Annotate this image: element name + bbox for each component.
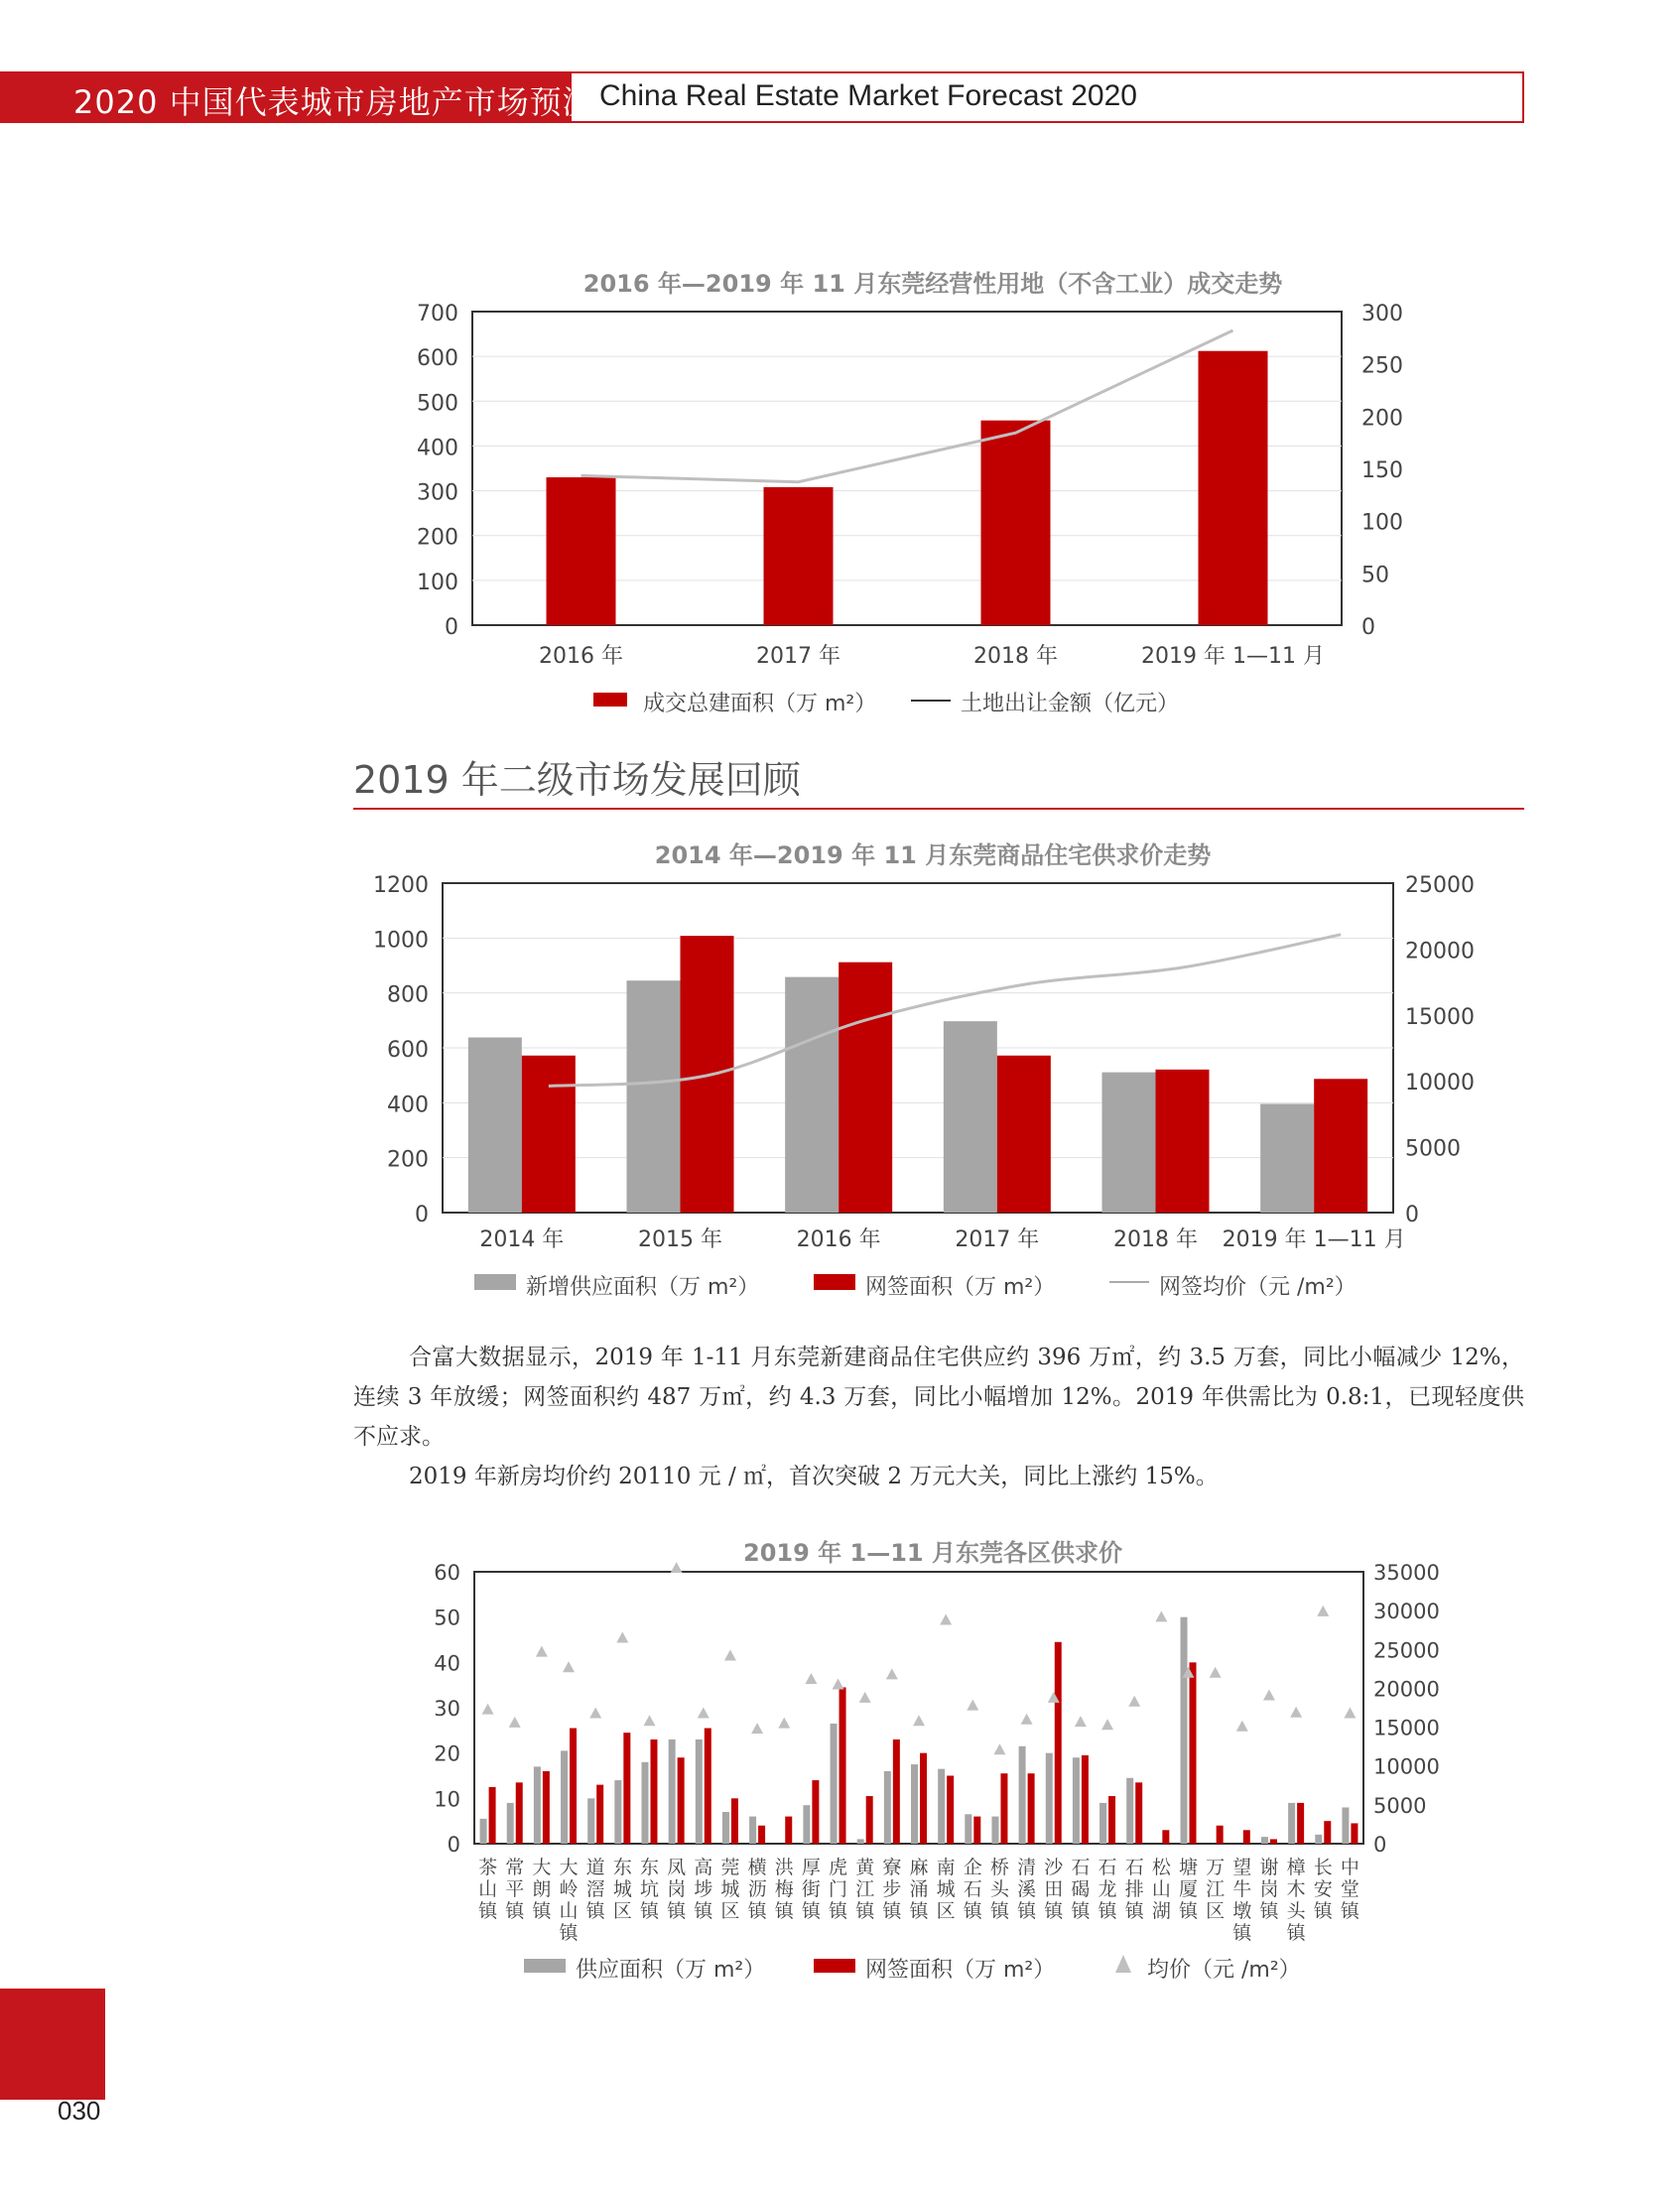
chart2-y-tick: 400	[387, 1093, 429, 1118]
chart3-legend-label-sold: 网签面积（万 m²）	[865, 1958, 1056, 1983]
chart3-bar-supply	[884, 1771, 891, 1844]
chart3-marker-price	[1344, 1707, 1356, 1718]
chart3-bar-sold	[705, 1729, 711, 1844]
chart1-y-tick: 700	[417, 302, 458, 326]
chart3-x-tick: 寮步镇	[882, 1857, 902, 1922]
chart1-legend-swatch-bar	[593, 693, 627, 707]
chart1-y2-tick: 200	[1361, 406, 1403, 432]
chart3-bar-supply	[1181, 1617, 1188, 1844]
chart3-bar-sold	[1297, 1803, 1304, 1844]
chart3-y2-tick: 15000	[1373, 1716, 1440, 1740]
chart3-bar-sold	[866, 1796, 873, 1844]
chart3-bar-sold	[596, 1785, 603, 1844]
chart3-bar-sold	[920, 1753, 927, 1844]
chart3-marker-price	[1317, 1606, 1329, 1616]
chart3-marker-price	[859, 1692, 871, 1703]
chart3-bar-sold	[1243, 1830, 1250, 1844]
chart3-bar-sold	[758, 1826, 765, 1844]
chart3-marker-price	[724, 1650, 736, 1661]
chart3-bar-supply	[1019, 1746, 1026, 1844]
chart1-line-land-revenue	[582, 330, 1233, 482]
chart3-marker-price	[616, 1632, 628, 1643]
chart2-bar-sold	[839, 963, 892, 1213]
chart3	[0, 1558, 1680, 2014]
chart3-marker-price	[671, 1562, 683, 1573]
chart2-bar-supply	[944, 1021, 997, 1213]
chart2-y2-tick: 25000	[1405, 873, 1475, 898]
chart3-x-tick: 常平镇	[505, 1857, 525, 1922]
chart3-bar-supply	[831, 1724, 838, 1844]
chart3-bar-sold	[840, 1687, 846, 1844]
chart3-bar-supply	[641, 1762, 648, 1844]
corner-red-block	[0, 1989, 105, 2100]
chart3-y-tick: 40	[434, 1651, 460, 1676]
chart3-x-tick: 东城区	[612, 1857, 632, 1922]
page-number: 030	[58, 2096, 101, 2125]
chart3-x-tick: 企石镇	[963, 1857, 982, 1922]
chart3-marker-price	[967, 1700, 978, 1711]
chart3-bar-sold	[650, 1739, 657, 1844]
chart2-y2-tick: 5000	[1405, 1136, 1461, 1162]
section-rule	[353, 808, 1524, 810]
chart3-y2-tick: 35000	[1373, 1561, 1440, 1585]
chart3-bar-supply	[1073, 1757, 1080, 1844]
chart3-y-tick: 60	[434, 1561, 460, 1585]
chart3-legend-label-supply: 供应面积（万 m²）	[576, 1958, 766, 1983]
chart3-y-tick: 30	[434, 1697, 460, 1721]
chart3-bar-sold	[1351, 1823, 1357, 1844]
chart2-y-tick: 800	[387, 982, 429, 1008]
chart3-y2-tick: 5000	[1373, 1793, 1427, 1818]
chart3-x-tick: 沙田镇	[1044, 1857, 1064, 1922]
chart1	[0, 288, 1680, 764]
chart3-marker-price	[1210, 1667, 1222, 1678]
chart3-marker-price	[993, 1743, 1005, 1754]
chart2-y2-tick: 20000	[1405, 939, 1475, 965]
chart1-y-tick: 200	[417, 525, 458, 551]
chart1-y2-tick: 300	[1361, 302, 1403, 326]
chart3-x-tick: 中堂镇	[1340, 1857, 1359, 1922]
chart2-bar-supply	[785, 977, 839, 1213]
chart3-bar-supply	[480, 1819, 487, 1844]
chart3-marker-price	[536, 1646, 548, 1657]
chart2-x-tick: 2015 年	[638, 1227, 722, 1252]
chart3-bar-supply	[938, 1769, 945, 1844]
chart3-bar-sold	[1270, 1839, 1277, 1844]
chart3-bar-sold	[1000, 1773, 1007, 1844]
chart1-legend-label-line: 土地出让金额（亿元）	[961, 692, 1180, 716]
chart3-marker-price	[805, 1673, 817, 1684]
chart3-bar-supply	[696, 1739, 703, 1844]
section-title: 2019 年二级市场发展回顾	[353, 758, 801, 802]
chart3-bar-sold	[623, 1733, 630, 1844]
chart3-marker-price	[589, 1707, 601, 1718]
chart3-legend-swatch-sold	[814, 1959, 855, 1973]
chart3-x-tick: 道滘镇	[585, 1857, 605, 1922]
chart1-y2-tick: 150	[1361, 458, 1403, 483]
chart3-bar-supply	[534, 1766, 541, 1844]
chart3-bar-sold	[1162, 1830, 1169, 1844]
chart3-bar-sold	[570, 1729, 577, 1844]
chart3-bar-supply	[1099, 1803, 1106, 1844]
chart3-bar-supply	[1342, 1807, 1349, 1844]
body-paragraph-1: 合富大数据显示，2019 年 1-11 月东莞新建商品住宅供应约 396 万㎡，约 3.5 万套，同比小幅减少 12%，连续 3 年放缓；网签面积约 487 万㎡，约 4.3 万套，同比小幅增加 12%。2019 年供需比为 0.8:1，已现轻度供不应求。	[353, 1345, 1524, 1450]
chart3-marker-price	[1101, 1719, 1113, 1730]
chart3-marker-price	[913, 1715, 925, 1726]
chart3-bar-sold	[947, 1776, 954, 1845]
header-title-cn: 2020 中国代表城市房地产市场预测	[73, 83, 595, 121]
body-text	[353, 1338, 1524, 1496]
chart3-bar-sold	[785, 1817, 792, 1844]
chart3-x-tick: 莞城区	[720, 1857, 740, 1922]
chart3-bar-sold	[1055, 1642, 1062, 1844]
chart1-bar	[1199, 351, 1268, 625]
chart3-x-tick: 谢岗镇	[1259, 1857, 1279, 1922]
chart3-x-tick: 大岭山镇	[559, 1857, 579, 1944]
chart3-bar-supply	[857, 1839, 864, 1844]
chart3-marker-price	[698, 1707, 710, 1718]
chart3-marker-price	[1236, 1721, 1248, 1732]
chart3-x-tick: 高埗镇	[694, 1857, 713, 1922]
chart3-x-tick: 清溪镇	[1017, 1857, 1037, 1922]
chart3-bar-supply	[911, 1764, 918, 1844]
chart3-x-tick: 塘厦镇	[1179, 1857, 1199, 1922]
chart3-x-tick: 麻涌镇	[909, 1857, 929, 1922]
chart3-bar-sold	[1082, 1755, 1089, 1844]
chart3-y2-tick: 10000	[1373, 1754, 1440, 1779]
chart3-bar-supply	[669, 1739, 676, 1844]
chart2-bar-sold	[522, 1056, 576, 1213]
chart2-y2-tick: 15000	[1405, 1004, 1475, 1030]
chart3-marker-price	[940, 1614, 952, 1625]
chart3-x-tick: 横沥镇	[747, 1857, 767, 1922]
chart3-y2-tick: 25000	[1373, 1638, 1440, 1663]
chart1-y-tick: 300	[417, 480, 458, 506]
chart2-x-tick: 2019 年 1—11 月	[1222, 1227, 1406, 1252]
chart2-y-tick: 600	[387, 1038, 429, 1063]
chart3-marker-price	[833, 1679, 844, 1690]
chart2-legend-swatch-supply	[474, 1274, 516, 1290]
chart2-y-tick: 1200	[373, 873, 429, 898]
chart3-y-tick: 10	[434, 1787, 460, 1812]
chart1-y-tick: 500	[417, 391, 458, 417]
header-title-en: China Real Estate Market Forecast 2020	[599, 79, 1137, 112]
chart1-y-tick: 0	[445, 615, 458, 640]
chart3-x-tick: 厚街镇	[801, 1857, 821, 1922]
chart2-legend-swatch-sold	[814, 1274, 855, 1290]
chart3-y2-tick: 30000	[1373, 1600, 1440, 1624]
chart1-title: 2016 年—2019 年 11 月东莞经营性用地（不含工业）成交走势	[582, 270, 1283, 298]
chart3-bar-sold	[973, 1817, 980, 1844]
chart3-bar-supply	[991, 1817, 998, 1844]
chart3-bar-sold	[731, 1798, 738, 1844]
chart3-y2-tick: 0	[1373, 1833, 1387, 1857]
chart1-y2-tick: 0	[1361, 615, 1375, 640]
chart3-y-tick: 20	[434, 1741, 460, 1766]
chart3-x-tick: 大朗镇	[532, 1857, 552, 1922]
chart3-bar-supply	[1046, 1753, 1053, 1844]
chart3-y-tick: 50	[434, 1606, 460, 1630]
chart3-x-tick: 东坑镇	[639, 1857, 659, 1922]
chart3-x-tick: 茶山镇	[478, 1857, 498, 1922]
chart3-x-tick: 松山湖	[1151, 1857, 1171, 1922]
chart3-bar-sold	[812, 1780, 819, 1844]
chart1-y-tick: 400	[417, 436, 458, 461]
chart3-x-tick: 石碣镇	[1071, 1857, 1091, 1922]
chart3-title: 2019 年 1—11 月东莞各区供求价	[743, 1539, 1122, 1567]
chart3-bar-sold	[543, 1771, 550, 1844]
chart2-x-tick: 2014 年	[479, 1227, 565, 1252]
chart1-legend-label-bar: 成交总建面积（万 m²）	[643, 692, 877, 716]
chart3-marker-price	[751, 1723, 763, 1734]
chart3-marker-price	[563, 1661, 575, 1672]
chart3-bar-sold	[1135, 1782, 1142, 1844]
chart1-y-tick: 600	[417, 346, 458, 372]
chart1-x-tick: 2017 年	[756, 644, 840, 669]
chart3-x-tick: 长安镇	[1313, 1857, 1333, 1922]
chart2-legend-label-supply: 新增供应面积（万 m²）	[526, 1275, 760, 1300]
chart1-y-tick: 100	[417, 570, 458, 595]
chart3-y2-tick: 20000	[1373, 1677, 1440, 1702]
chart3-bar-supply	[722, 1812, 729, 1844]
chart2-legend-label-sold: 网签面积（万 m²）	[865, 1275, 1056, 1300]
chart2-bar-supply	[1102, 1073, 1156, 1213]
chart2	[0, 863, 1680, 1340]
chart3-bar-sold	[489, 1787, 496, 1844]
chart3-bar-supply	[1315, 1835, 1322, 1844]
chart3-marker-price	[1021, 1714, 1033, 1725]
chart3-bar-sold	[678, 1757, 685, 1844]
chart3-bar-supply	[507, 1803, 514, 1844]
chart3-marker-price	[482, 1704, 494, 1715]
chart3-x-tick: 石排镇	[1124, 1857, 1144, 1922]
chart1-y2-tick: 250	[1361, 353, 1403, 379]
chart3-bar-sold	[1324, 1821, 1331, 1844]
chart3-bar-supply	[1126, 1778, 1133, 1844]
chart3-bar-supply	[803, 1805, 810, 1844]
chart3-x-tick: 南城区	[936, 1857, 956, 1922]
chart3-x-tick: 黄江镇	[855, 1857, 875, 1922]
chart3-x-tick: 石龙镇	[1098, 1857, 1117, 1922]
chart3-bar-supply	[1288, 1803, 1295, 1844]
chart3-bar-supply	[614, 1780, 621, 1844]
chart3-legend-label-marker: 均价（元 /m²）	[1147, 1958, 1301, 1983]
chart3-marker-price	[1155, 1610, 1167, 1621]
chart1-y2-tick: 100	[1361, 510, 1403, 536]
chart3-marker-price	[778, 1718, 790, 1729]
chart3-bar-sold	[1217, 1826, 1224, 1844]
chart3-plot-frame	[474, 1572, 1363, 1844]
chart2-y2-tick: 0	[1405, 1203, 1419, 1227]
chart3-x-tick: 凤岗镇	[667, 1857, 687, 1922]
chart3-x-tick: 望牛墩镇	[1232, 1857, 1252, 1944]
chart3-x-tick: 万江区	[1206, 1857, 1226, 1922]
chart1-x-tick: 2018 年	[973, 644, 1058, 669]
chart3-marker-price	[643, 1715, 655, 1726]
chart3-bar-supply	[749, 1817, 756, 1844]
chart1-x-tick: 2016 年	[539, 644, 623, 669]
chart2-x-tick: 2017 年	[955, 1227, 1040, 1252]
chart3-x-tick: 洪梅镇	[774, 1857, 794, 1922]
chart3-bar-sold	[1190, 1662, 1197, 1844]
chart3-legend-swatch-supply	[524, 1959, 566, 1973]
chart3-marker-price	[1075, 1716, 1087, 1727]
chart2-y-tick: 1000	[373, 928, 429, 954]
chart2-bar-sold	[997, 1056, 1051, 1213]
chart3-bar-sold	[516, 1782, 523, 1844]
chart2-bar-supply	[627, 980, 681, 1213]
chart2-y-tick: 0	[415, 1203, 429, 1227]
chart1-bar	[547, 477, 616, 625]
chart3-bar-sold	[1108, 1796, 1115, 1844]
chart3-bar-supply	[965, 1814, 971, 1844]
chart2-y2-tick: 10000	[1405, 1071, 1475, 1096]
chart3-legend-swatch-marker	[1115, 1955, 1131, 1973]
chart3-bar-sold	[1028, 1773, 1035, 1844]
chart3-marker-price	[509, 1717, 521, 1728]
chart1-bar	[981, 421, 1051, 625]
chart3-bar-supply	[1261, 1837, 1268, 1844]
chart3-x-tick: 樟木头镇	[1286, 1857, 1306, 1944]
chart3-x-tick: 虎门镇	[829, 1857, 848, 1922]
body-paragraph-2: 2019 年新房均价约 20110 元 / ㎡，首次突破 2 万元大关，同比上涨约 15%。	[409, 1464, 1219, 1489]
chart2-x-tick: 2016 年	[796, 1227, 881, 1252]
chart2-y-tick: 200	[387, 1147, 429, 1173]
chart1-bar	[764, 487, 834, 625]
chart3-marker-price	[1128, 1696, 1140, 1707]
chart2-bar-supply	[1260, 1103, 1314, 1213]
chart3-marker-price	[886, 1668, 898, 1679]
chart1-x-tick: 2019 年 1—11 月	[1141, 644, 1325, 669]
chart3-marker-price	[1263, 1689, 1275, 1700]
chart2-bar-supply	[468, 1037, 522, 1213]
chart2-legend-label-line: 网签均价（元 /m²）	[1159, 1275, 1357, 1300]
chart2-bar-sold	[1314, 1079, 1367, 1213]
chart2-bar-sold	[1156, 1070, 1210, 1213]
chart3-bar-supply	[561, 1750, 568, 1844]
chart3-x-tick: 桥头镇	[989, 1857, 1009, 1922]
chart3-marker-price	[1290, 1707, 1302, 1718]
chart3-y-tick: 0	[447, 1833, 460, 1857]
chart1-y2-tick: 50	[1361, 563, 1389, 588]
chart3-bar-sold	[893, 1739, 900, 1844]
chart2-title: 2014 年—2019 年 11 月东莞商品住宅供求价走势	[654, 841, 1212, 869]
chart2-x-tick: 2018 年	[1113, 1227, 1198, 1252]
chart3-bar-supply	[587, 1798, 594, 1844]
